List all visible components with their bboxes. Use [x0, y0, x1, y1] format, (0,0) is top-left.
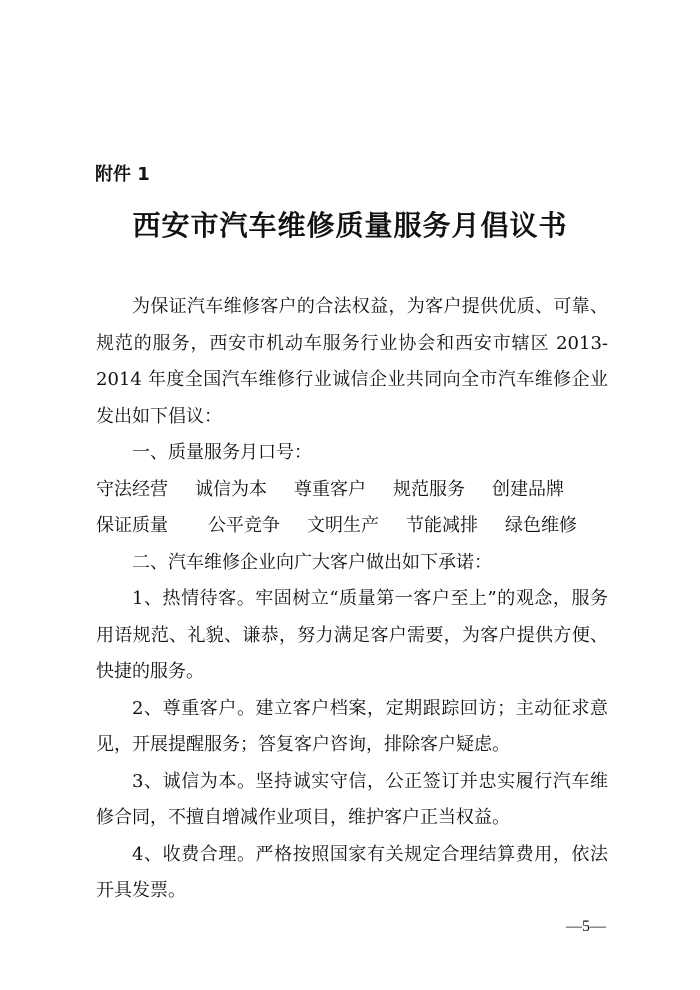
section1-heading: 一、质量服务月口号： [132, 442, 312, 463]
slogan-item: 诚信为本 [195, 478, 267, 500]
slogan-item: 守法经营 [96, 478, 168, 500]
slogan-item: 创建品牌 [492, 478, 564, 500]
commitment-item-3: 3、诚信为本。坚持诚实守信，公正签订并忠实履行汽车维修合同，不擅自增减作业项目，维护客户正当权益。 [96, 770, 608, 828]
commitment-item-4: 4、收费合理。严格按照国家有关规定合理结算费用，依法开具发票。 [96, 843, 608, 901]
slogan-item: 文明生产 [307, 515, 379, 536]
slogan-row-1 [96, 472, 608, 509]
slogan-row-2 [96, 508, 608, 545]
slogan-item: 公平竞争 [208, 515, 280, 536]
slogan-item: 绿色维修 [505, 515, 577, 536]
document-body [96, 289, 608, 910]
slogan-item: 节能减排 [406, 515, 478, 536]
commitment-item-2: 2、尊重客户。建立客户档案，定期跟踪回访；主动征求意见，开展提醒服务；答复客户咨询，排除客户疑虑。 [96, 697, 608, 755]
page-number: —5— [566, 918, 606, 935]
attachment-label: 附件 1 [95, 164, 150, 185]
slogan-item: 尊重客户 [294, 478, 366, 500]
section2-heading: 二、汽车维修企业向广大客户做出如下承诺： [132, 551, 492, 573]
slogan-item: 规范服务 [393, 478, 465, 500]
intro-paragraph: 为保证汽车维修客户的合法权益，为客户提供优质、可靠、规范的服务，西安市机动车服务行业协会和西安市辖区 2013-2014 年度全国汽车维修行业诚信企业共同向全市汽车维修企业发出如下倡议： [96, 296, 608, 427]
document-title: 西安市汽车维修质量服务月倡议书 [132, 209, 568, 242]
commitment-item-1: 1、热情待客。牢固树立“质量第一客户至上”的观念，服务用语规范、礼貌、谦恭，努力满足客户需要，为客户提供方便、快捷的服务。 [96, 588, 608, 682]
slogan-item: 保证质量 [96, 515, 168, 536]
